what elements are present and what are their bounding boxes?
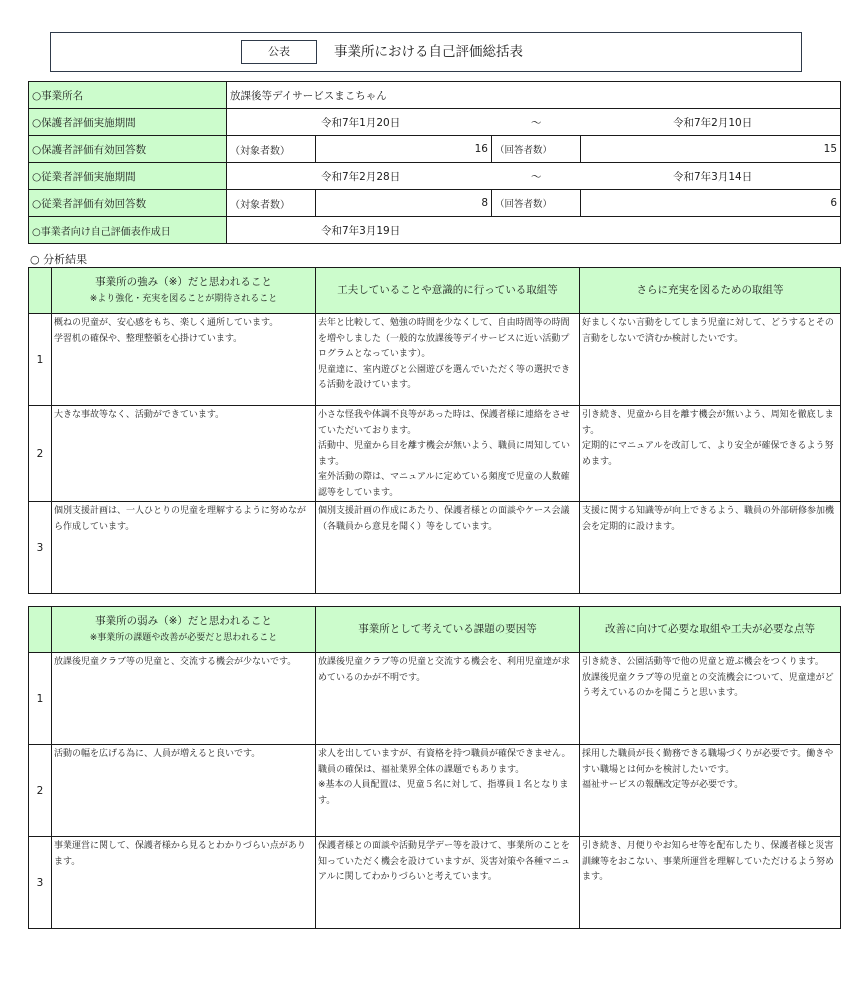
- table-row: [29, 406, 841, 502]
- strength-cell: [52, 502, 316, 594]
- strengths-col1-header: [52, 268, 316, 314]
- row-number: 3: [29, 837, 52, 929]
- row-number: 2: [29, 745, 52, 837]
- action-cell: [580, 837, 841, 929]
- table-row: [29, 653, 841, 745]
- action-cell: [580, 745, 841, 837]
- cell-line: 好ましくない言動をしてしまう児童に対して、どうするとその言動をしないで済むか検討したいです。: [582, 318, 834, 344]
- cell-line: 事業運営に関して、保護者様から見るとわかりづらい点があります。: [54, 841, 306, 867]
- staff-period-label: ○従業者評価実施期間: [29, 163, 227, 190]
- strengths-header-row: [29, 268, 841, 314]
- weaknesses-col2-header: 事業所として考えている課題の要因等: [316, 607, 580, 653]
- strengths-table: [28, 267, 841, 594]
- cell-line: 小さな怪我や体調不良等があった時は、保護者様に連絡をさせていただいております。: [318, 410, 570, 436]
- info-table: [28, 81, 841, 244]
- weakness-cell: [52, 653, 316, 745]
- staff-answers-label: ○従業者評価有効回答数: [29, 190, 227, 217]
- staff-target-value: 8: [316, 190, 492, 217]
- cell-line: 児童達に、室内遊びと公園遊びを選んでいただく等の選択できる活動を設けています。: [318, 364, 571, 390]
- created-label: ○事業者向け自己評価表作成日: [29, 217, 227, 244]
- info-row-created: [29, 217, 841, 244]
- cell-line: 去年と比較して、勉強の時間を少なくして、自由時間等の時間を増やしました（一般的な放課後等デイサービスに近い活動プログラムとなっています）。: [318, 318, 570, 359]
- guardian-period-label: ○保護者評価実施期間: [29, 109, 227, 136]
- cell-line: 概ねの児童が、安心感をもち、楽しく通所しています。: [54, 318, 279, 328]
- cell-line: 個別支援計画の作成にあたり、保護者様との面談やケース会議（各職員から意見を聞く）等をしています。: [318, 506, 570, 532]
- cell-line: 大きな事故等なく、活動ができています。: [54, 410, 225, 420]
- staff-target-label: （対象者数）: [227, 190, 316, 217]
- info-row-facility: [29, 82, 841, 109]
- weaknesses-table: [28, 606, 841, 929]
- improvement-cell: [580, 314, 841, 406]
- guardian-period-separator: ～: [531, 117, 542, 129]
- weaknesses-col1-header: [52, 607, 316, 653]
- cell-line: 保護者様との面談や活動見学デー等を設けて、事業所のことを知っていただく機会を設けていますが、災害対策や各種マニュアルに関してわかりづらいと考えています。: [318, 841, 571, 882]
- cell-line: ※基本の人員配置は、児童５名に対して、指導員１名となります。: [318, 780, 569, 806]
- cause-cell: [316, 653, 580, 745]
- cell-line: 引き続き、公園活動等で他の児童と遊ぶ機会をつくります。: [582, 657, 824, 667]
- weakness-cell: [52, 745, 316, 837]
- strengths-col3-header: さらに充実を図るための取組等: [580, 268, 841, 314]
- public-badge: 公表: [241, 40, 317, 64]
- cell-line: 引き続き、児童から目を離す機会が無いよう、周知を徹底します。: [582, 410, 834, 436]
- cell-line: 定期的にマニュアルを改訂して、より安全が確保できるよう努めます。: [582, 441, 834, 467]
- guardian-answers-label: ○保護者評価有効回答数: [29, 136, 227, 163]
- effort-cell: [316, 406, 580, 502]
- strengths-col2-header: 工夫していることや意識的に行っている取組等: [316, 268, 580, 314]
- analysis-section-label: ○ 分析結果: [30, 253, 88, 266]
- improvement-cell: [580, 502, 841, 594]
- row-number: 3: [29, 502, 52, 594]
- staff-period-separator: ～: [531, 171, 542, 183]
- guardian-period-end: 令和7年2月10日: [673, 117, 753, 129]
- cell-line: 福祉サービスの報酬改定等が必要です。: [582, 780, 744, 790]
- row-number: 2: [29, 406, 52, 502]
- cell-line: 引き続き、月便りやお知らせ等を配布したり、保護者様と災害訓練等をおこない、事業所運営を理解していただけるよう努めます。: [582, 841, 835, 882]
- staff-resp-value: 6: [581, 190, 841, 217]
- cell-line: 採用した職員が長く勤務できる職場づくりが必要です。働きやすい職場とは何かを検討したいです。: [582, 749, 834, 775]
- info-row-guardian-answers: [29, 136, 841, 163]
- table-row: [29, 837, 841, 929]
- cell-line: 放課後児童クラブ等の児童と、交流する機会が少ないです。: [54, 657, 297, 667]
- staff-period-start: 令和7年2月28日: [321, 171, 401, 183]
- cell-line: 活動の幅を広げる為に、人員が増えると良いです。: [54, 749, 261, 759]
- created-value: 令和7年3月19日: [321, 225, 401, 237]
- staff-resp-label: （回答者数）: [492, 190, 581, 217]
- action-cell: [580, 653, 841, 745]
- cell-line: 職員の確保は、福祉業界全体の課題でもあります。: [318, 764, 525, 775]
- weaknesses-col3-header: 改善に向けて必要な取組や工夫が必要な点等: [580, 607, 841, 653]
- facility-value: 放課後等デイサービスまこちゃん: [227, 82, 841, 109]
- weaknesses-col1-sub: ※事業所の課題や改善が必要だと思われること: [89, 632, 278, 643]
- cell-line: 室外活動の際は、マニュアルに定めている頻度で児童の人数確認等をしています。: [318, 472, 570, 498]
- weakness-cell: [52, 837, 316, 929]
- cell-line: 活動中、児童から目を離す機会が無いよう、職員に周知しています。: [318, 441, 571, 467]
- improvement-cell: [580, 406, 841, 502]
- effort-cell: [316, 314, 580, 406]
- info-row-staff-period: [29, 163, 841, 190]
- guardian-period-start: 令和7年1月20日: [321, 117, 401, 129]
- cause-cell: [316, 837, 580, 929]
- table-row: [29, 314, 841, 406]
- cause-cell: [316, 745, 580, 837]
- weaknesses-header-row: [29, 607, 841, 653]
- table-row: [29, 502, 841, 594]
- strength-cell: [52, 406, 316, 502]
- info-row-guardian-period: [29, 109, 841, 136]
- cell-line: 個別支援計画は、一人ひとりの児童を理解するように努めながら作成しています。: [54, 506, 307, 532]
- guardian-target-value: 16: [316, 136, 492, 163]
- row-number: 1: [29, 653, 52, 745]
- strengths-col1-main: 事業所の強み（※）だと思われること: [95, 275, 272, 288]
- cell-line: 放課後児童クラブ等の児童との交流機会について、児童達がどう考えているのかを聞こうと思います。: [582, 672, 834, 698]
- effort-cell: [316, 502, 580, 594]
- strengths-col1-sub: ※より強化・充実を図ることが期待されること: [89, 293, 278, 304]
- page-title: 事業所における自己評価総括表: [334, 44, 523, 60]
- row-number: 1: [29, 314, 52, 406]
- title-box: [50, 32, 802, 72]
- cell-line: 放課後児童クラブ等の児童と交流する機会を、利用児童達が求めているのかが不明です。: [318, 657, 571, 683]
- facility-label: ○事業所名: [29, 82, 227, 109]
- weaknesses-col1-main: 事業所の弱み（※）だと思われること: [95, 614, 272, 627]
- guardian-resp-value: 15: [581, 136, 841, 163]
- table-row: [29, 745, 841, 837]
- cell-line: 学習机の確保や、整理整頓を心掛けています。: [54, 333, 243, 344]
- guardian-resp-label: （回答者数）: [492, 136, 581, 163]
- guardian-target-label: （対象者数）: [227, 136, 316, 163]
- strength-cell: [52, 314, 316, 406]
- cell-line: 支援に関する知識等が向上できるよう、職員の外部研修参加機会を定期的に設けます。: [582, 506, 835, 532]
- cell-line: 求人を出していますが、有資格を持つ職員が確保できません。: [318, 749, 571, 759]
- staff-period-end: 令和7年3月14日: [673, 171, 753, 183]
- info-row-staff-answers: [29, 190, 841, 217]
